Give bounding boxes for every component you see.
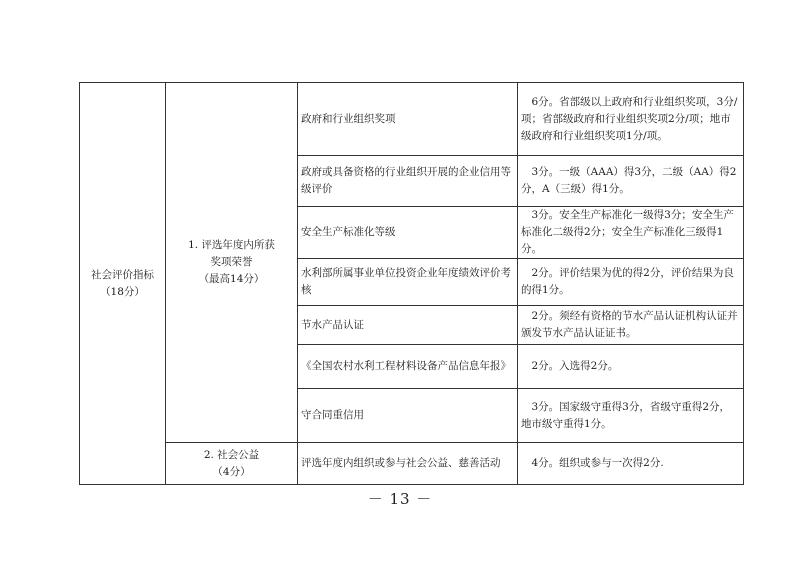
item-cell: 守合同重信用 [298, 389, 518, 443]
subcategory-title: 1. 评选年度内所获 [188, 239, 275, 251]
category-name: 社会评价指标 [91, 268, 154, 281]
subcategory-score: （最高14分） [198, 273, 265, 285]
rule-cell: 4分。组织或参与一次得2分. [518, 443, 744, 485]
item-cell: 节水产品认证 [298, 306, 518, 345]
rule-cell: 2分。须经有资格的节水产品认证机构认证并颁发节水产品认证证书。 [518, 306, 744, 345]
rule-cell: 2分。入选得2分。 [518, 345, 744, 389]
scoring-table [79, 82, 744, 485]
table-row [80, 83, 744, 156]
table-row [80, 443, 744, 485]
subcategory-score: （4分） [212, 465, 251, 478]
item-cell: 政府和行业组织奖项 [298, 83, 518, 156]
item-cell: 《全国农村水利工程材料设备产品信息年报》 [298, 345, 518, 389]
item-cell: 水利部所属事业单位投资企业年度绩效评价考核 [298, 259, 518, 306]
item-cell: 安全生产标准化等级 [298, 207, 518, 259]
subcategory-cell-awards [166, 83, 298, 443]
rule-cell: 3分。国家级守重得3分，省级守重得2分，地市级守重得1分。 [518, 389, 744, 443]
item-cell: 评选年度内组织或参与社会公益、慈善活动 [298, 443, 518, 485]
rule-cell: 3分。安全生产标准化一级得3分；安全生产标准化二级得2分；安全生产标准化三级得1分。 [518, 207, 744, 259]
rule-cell: 2分。评价结果为优的得2分，评价结果为良的得1分。 [518, 259, 744, 306]
subcategory-cell-charity [166, 443, 298, 485]
item-cell: 政府或具备资格的行业组织开展的企业信用等级评价 [298, 156, 518, 207]
category-score: （18分） [100, 285, 145, 298]
category-cell [80, 83, 166, 485]
subcategory-title: 2. 社会公益 [203, 448, 260, 461]
subcategory-title-cont: 奖项荣誉 [210, 256, 253, 268]
page-number: － 13 － [367, 490, 433, 508]
rule-cell: 3分。一级（AAA）得3分，二级（AA）得2分，A（三级）得1分。 [518, 156, 744, 207]
rule-cell: 6分。省部级以上政府和行业组织奖项，3分/项；省部级政府和行业组织奖项2分/项；地市级政府和行业组织奖项1分/项。 [518, 83, 744, 156]
